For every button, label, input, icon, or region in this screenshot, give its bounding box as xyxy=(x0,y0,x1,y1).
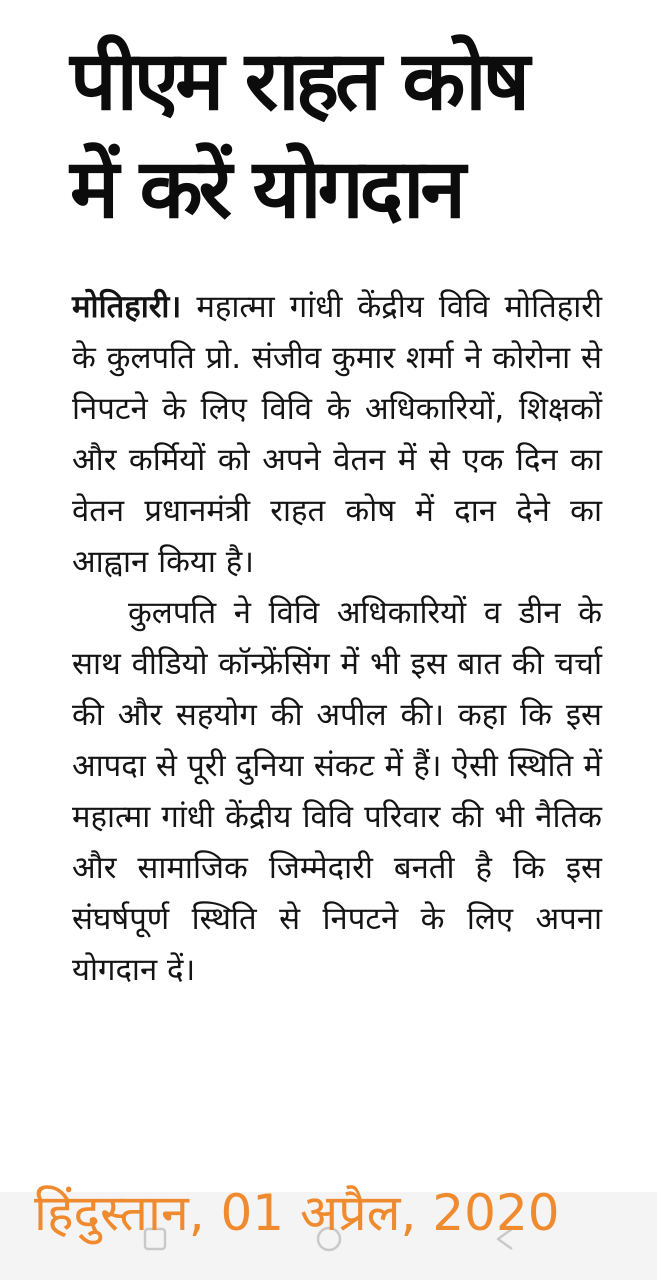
article-body xyxy=(72,282,602,996)
article-paragraph-2: कुलपति ने विवि अधिकारियों व डीन के साथ वीडियो कॉन्फ्रेंसिंग में भी इस बात की चर्चा की और सहयोग की अपील की। कहा कि इस आपदा से पूरी दुनिया संकट में हैं। ऐसी स्थिति में महात्मा गांधी केंद्रीय विवि परिवार की भी नैतिक और सामाजिक जिम्मेदारी बनती है कि इस संघर्षपूर्ण स्थिति से निपटने के लिए अपना योगदान दें। xyxy=(72,595,602,988)
headline xyxy=(70,28,630,244)
headline-line-1: पीएम राहत कोष xyxy=(70,34,526,129)
source-caption: हिंदुस्तान, 01 अप्रैल, 2020 xyxy=(34,1184,560,1242)
headline-line-2: में करें योगदान xyxy=(70,142,462,237)
dateline: मोतिहारी। xyxy=(72,289,182,325)
paragraph-1-text: महात्मा गांधी केंद्रीय विवि मोतिहारी के कुलपति प्रो. संजीव कुमार शर्मा ने कोरोना से निपटने के लिए विवि के अधिकारियों, शिक्षकों और कर्मियों को अपने वेतन में से एक दिन का वेतन प्रधानमंत्री राहत कोष में दान देने का आह्वान किया है। xyxy=(72,289,602,580)
article-paragraph-1 xyxy=(72,282,602,588)
